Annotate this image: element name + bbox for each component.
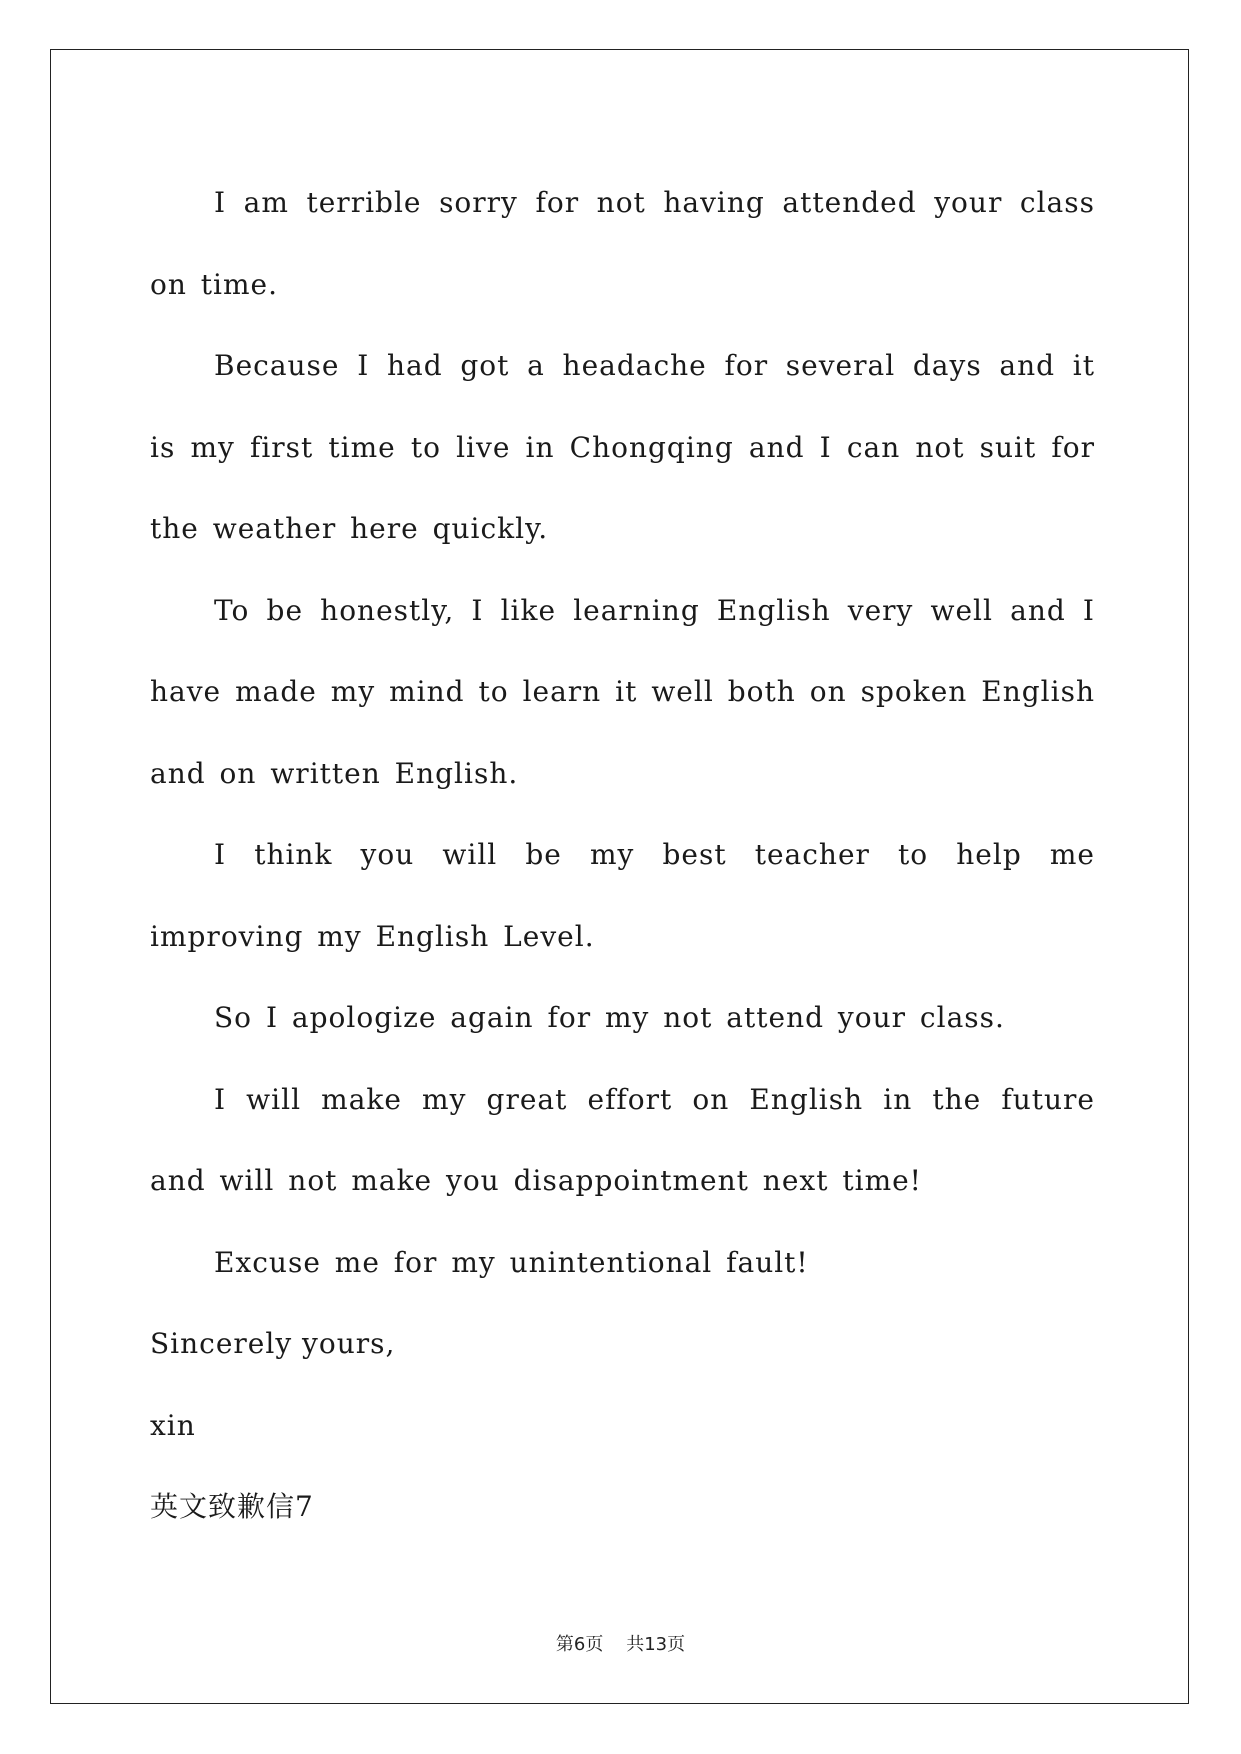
paragraph-teacher: I think you will be my best teacher to help me improving my English Level. [150,838,1095,953]
paragraph-excuse: Excuse me for my unintentional fault! [214,1245,809,1279]
paragraph-apologize-again: So I apologize again for my not attend your class. [214,1001,1005,1034]
next-section-heading: 英文致歉信7 [150,1490,314,1523]
page-number-footer: 第6页 共13页 [555,1634,686,1655]
paragraph-effort: I will make my great effort on English in the future and will not make you disappointment next time! [150,1082,1095,1197]
paragraph-apology: I am terrible sorry for not having attended your class on time. [150,186,1095,301]
paragraph-interest: To be honestly, I like learning English very well and I have made my mind to learn it well both on spoken English and on written English. [150,593,1095,790]
letter-body [150,162,1095,1548]
signature: xin [150,1408,196,1442]
paragraph-reason: Because I had got a headache for several days and it is my first time to live in Chongqing and I can not suit for the weather here quickly. [150,349,1095,545]
closing-line: Sincerely yours, [150,1327,396,1360]
